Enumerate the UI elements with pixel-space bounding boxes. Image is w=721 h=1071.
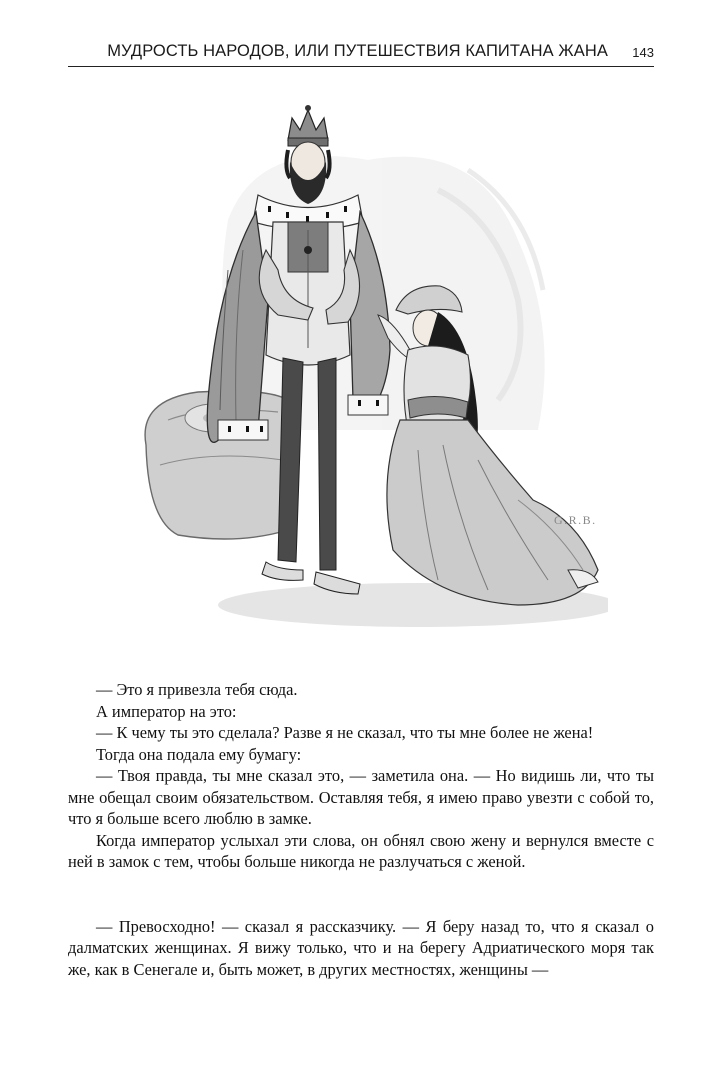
body-text xyxy=(68,679,654,980)
paragraph: А император на это: xyxy=(96,701,237,721)
running-title: МУДРОСТЬ НАРОДОВ, ИЛИ ПУТЕШЕСТВИЯ КАПИТАНА ЖАНА xyxy=(107,42,608,60)
page-number: 143 xyxy=(632,45,654,60)
paragraph: Когда император услыхал эти слова, он обнял свою жену и вернулся вместе с ней в замок с тем, чтобы больше никогда не разлучаться с женой. xyxy=(68,830,654,871)
paragraph: — Превосходно! — сказал я рассказчику. — Я беру назад то, что я сказал о далматских женщинах. Я вижу только, что и на берегу Адриатического моря так же, как в Сенегале и, быть может, в других местностях, женщины — xyxy=(68,916,654,979)
paragraph: — К чему ты это сделала? Разве я не сказал, что ты мне более не жена! xyxy=(96,723,594,742)
paragraph: Тогда она подала ему бумагу: xyxy=(96,744,302,764)
illustration-emperor-and-kneeling-woman xyxy=(138,100,608,645)
artist-monogram: G.R.B. xyxy=(554,513,597,527)
paragraph: — Это я привезла тебя сюда. xyxy=(96,680,298,699)
running-header xyxy=(68,40,654,67)
paragraph: — Твоя правда, ты мне сказал это, — заметила она. — Но видишь ли, что ты мне обещал своим обязательством. Оставляя тебя, я имею право увезти с собой то, что я больше всего люблю в замке. xyxy=(68,766,654,828)
